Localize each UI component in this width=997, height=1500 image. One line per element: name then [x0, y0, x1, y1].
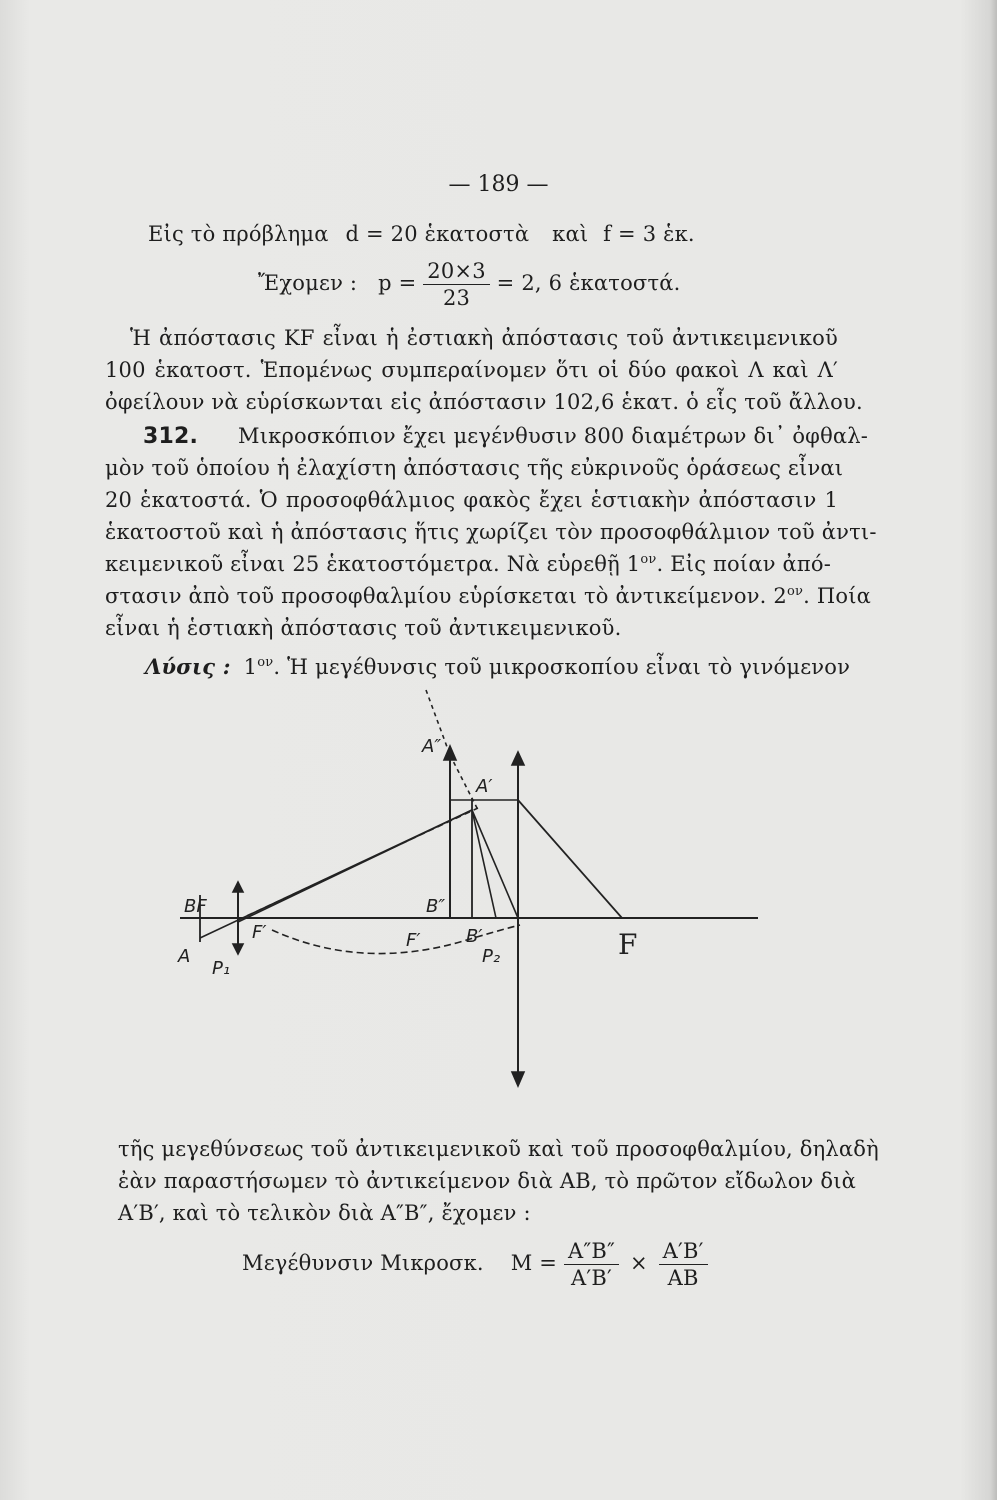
fraction-numerator: 20×3: [423, 258, 489, 285]
superscript: ον: [640, 552, 657, 567]
text-segment: . Εἰς ποίαν ἀπό-: [656, 552, 832, 576]
ray-line: [472, 810, 496, 918]
page-number: — 189 —: [448, 172, 549, 197]
paragraph-line: 100 ἑκατοστ. Ἑπομένως συμπεραίνομεν ὅτι οἱ δύο φακοὶ Λ καὶ Λ′: [105, 358, 838, 382]
text-f-value: f = 3 ἑκ.: [603, 222, 695, 246]
equation-label: Ἔχομεν :: [258, 271, 358, 295]
problem-first-line: [143, 424, 869, 449]
text-segment: στασιν ἀπὸ τοῦ προσοφθαλμίου εὑρίσκεται τὸ ἀντικείμενον. 2: [105, 584, 787, 608]
equation-rhs: = 2, 6 ἑκατοστά.: [496, 271, 681, 295]
fraction: [659, 1238, 708, 1291]
paragraph-line: τῆς μεγεθύνσεως τοῦ ἀντικειμενικοῦ καὶ τοῦ προσοφθαλμίου, δηλαδὴ: [118, 1137, 879, 1161]
paragraph-line: 20 ἑκατοστά. Ὁ προσοφθάλμιος φακὸς ἔχει ἑστιακὴν ἀπόστασιν 1: [105, 488, 838, 512]
paragraph-line: μὸν τοῦ ὁποίου ἡ ἐλαχίστη ἀπόστασις τῆς εὐκρινοῦς ὁράσεως εἶναι: [105, 456, 844, 480]
microscope-ray-diagram: [160, 680, 780, 1100]
label-F-prime-left: F′: [252, 922, 267, 943]
label-P2: P₂: [482, 946, 501, 967]
label-B-double-prime: B″: [426, 896, 446, 917]
label-BF: BF: [184, 896, 207, 917]
paragraph-line: ὀφείλουν νὰ εὑρίσκωνται εἰς ἀπόστασιν 102,6 ἑκατ. ὁ εἷς τοῦ ἄλλου.: [105, 390, 863, 414]
fraction-denominator: AB: [667, 1266, 699, 1290]
superscript: ον: [786, 584, 804, 599]
paragraph-line: ἑκατοστοῦ καὶ ἡ ἀπόστασις ἥτις χωρίζει τὸν προσοφθάλμιον τοῦ ἀντι-: [105, 520, 877, 544]
superscript: ον: [257, 655, 274, 670]
text-segment: . Ἡ μεγέθυνσις τοῦ μικροσκοπίου εἶναι τὸ γινόμενον: [273, 655, 851, 679]
problem-statement-line: [148, 222, 695, 246]
text-segment: . Ποία: [803, 584, 872, 608]
fraction-numerator: A″B″: [564, 1238, 619, 1265]
text-lead: Εἰς τὸ πρόβλημα: [148, 222, 329, 246]
equation-lhs: p =: [378, 271, 417, 295]
paragraph-line: Ἡ ἀπόστασις KF εἶναι ἡ ἐστιακὴ ἀπόστασις τοῦ ἀντικειμενικοῦ: [130, 326, 838, 350]
paragraph-line: [105, 584, 871, 608]
ray-line: [472, 810, 518, 918]
label-B-prime: B′: [466, 926, 483, 947]
equation-lhs: M =: [510, 1251, 558, 1275]
paragraph-line: [105, 552, 831, 576]
fraction-denominator: A′B′: [571, 1266, 612, 1290]
problem-number: 312.: [143, 424, 199, 449]
equation-magnification: [242, 1238, 708, 1291]
label-F-prime: F′: [406, 930, 421, 951]
arrow-down-icon: [233, 944, 243, 954]
label-A-prime: A′: [476, 776, 493, 797]
equation-p: [258, 258, 681, 311]
fraction: [564, 1238, 619, 1291]
arrow-up-icon: [233, 882, 243, 892]
label-A: A: [178, 946, 191, 967]
construction-dashed: [450, 755, 478, 810]
paragraph-line: A′B′, καὶ τὸ τελικὸν διὰ A″B″, ἔχομεν :: [118, 1201, 531, 1225]
text-d-value: d = 20 ἑκατοστὰ: [345, 222, 530, 246]
solution-line: [145, 654, 850, 679]
times-sign: ×: [629, 1251, 648, 1275]
solution-label: Λύσις :: [145, 654, 231, 679]
label-F: F: [618, 928, 638, 961]
paragraph-line: ἐὰν παραστήσωμεν τὸ ἀντικείμενον διὰ AB, τὸ πρῶτον εἴδωλον διὰ: [118, 1169, 857, 1193]
label-A-double-prime: A″: [422, 736, 442, 757]
fraction: [423, 258, 489, 311]
paragraph-line: Μικροσκόπιον ἔχει μεγένθυσιν 800 διαμέτρων δι᾽ ὀφθαλ-: [238, 424, 869, 448]
paragraph-line: εἶναι ἡ ἑστιακὴ ἀπόστασις τοῦ ἀντικειμενικοῦ.: [105, 616, 622, 640]
ray-to-focus: [518, 800, 622, 918]
text-segment: κειμενικοῦ εἶναι 25 ἑκατοστόμετρα. Νὰ εὑρεθῇ 1: [105, 552, 641, 576]
fraction-denominator: 23: [442, 286, 471, 310]
arrow-up-icon: [512, 752, 524, 765]
text-kai: καὶ: [552, 222, 589, 246]
equation-label: Μεγέθυνσιν Μικροσκ.: [242, 1251, 484, 1275]
arrow-down-icon: [512, 1072, 524, 1086]
fraction-numerator: A′B′: [659, 1238, 708, 1265]
label-P1: P₁: [212, 958, 231, 979]
text-segment: 1: [243, 655, 258, 679]
